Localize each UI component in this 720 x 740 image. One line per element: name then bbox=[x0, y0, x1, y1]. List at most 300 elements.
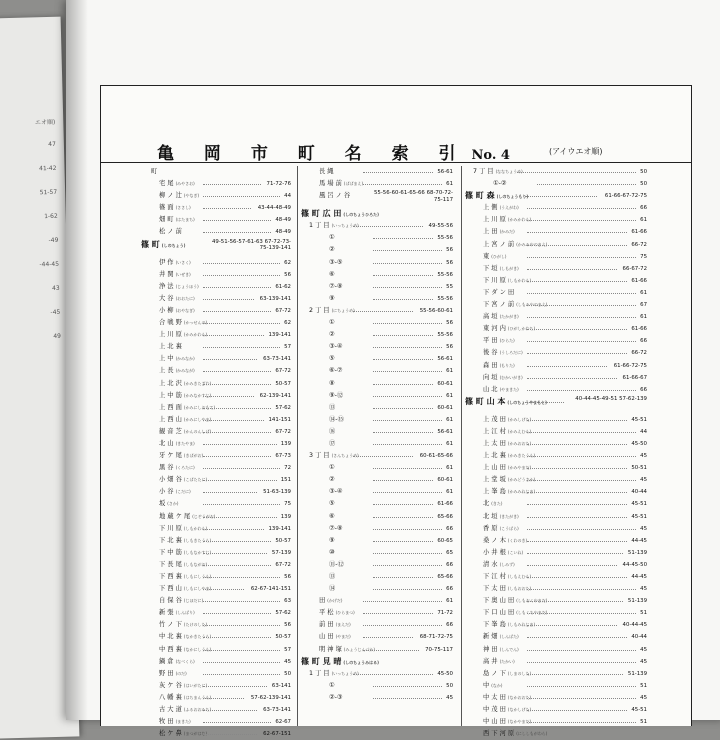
leader-dots bbox=[527, 281, 627, 282]
map-page-numbers: 63-73-141 bbox=[263, 707, 291, 714]
left-page-fragment: -45 bbox=[50, 308, 61, 317]
map-page-numbers: 45 bbox=[640, 477, 647, 484]
place-reading: (かみどうさか) bbox=[507, 477, 536, 483]
index-entry bbox=[141, 571, 291, 583]
place-name: 風 呂 ノ 谷 bbox=[319, 192, 351, 200]
index-entry bbox=[301, 329, 453, 341]
index-entry bbox=[141, 426, 291, 438]
index-entry bbox=[141, 668, 291, 680]
index-entry bbox=[465, 335, 647, 347]
map-page-numbers: 57-62 bbox=[275, 610, 291, 617]
map-page-numbers: 56 bbox=[446, 344, 453, 351]
index-entry bbox=[141, 239, 291, 257]
place-name: 下 江 村 (しもえむら) bbox=[483, 573, 532, 580]
map-page-numbers: 66 bbox=[640, 205, 647, 212]
map-page-numbers: 139-141 bbox=[268, 332, 291, 339]
place-reading: (かみにしおもて) bbox=[183, 404, 216, 410]
map-page-numbers: 45 bbox=[640, 694, 647, 701]
place-name: 牧 田 (まきた) bbox=[159, 718, 191, 726]
title-row bbox=[101, 86, 691, 163]
place-name: 上 川 原 (かみかわら) bbox=[483, 216, 532, 224]
map-page-numbers: 48-49 bbox=[275, 217, 291, 224]
index-entry bbox=[141, 178, 291, 190]
place-reading: (しもみやのまえ) bbox=[516, 302, 548, 308]
leader-dots bbox=[527, 232, 627, 233]
map-page-numbers: 66 bbox=[446, 561, 453, 568]
index-entry bbox=[301, 378, 453, 390]
place-reading: (しもくちやまだ) bbox=[516, 610, 548, 616]
place-reading: (たかい) bbox=[499, 658, 515, 664]
index-entry bbox=[465, 202, 647, 214]
index-entry bbox=[465, 372, 647, 384]
place-name: 篠 町 森 (しのちょうもり) bbox=[465, 191, 529, 201]
map-page-numbers: 139-141 bbox=[268, 525, 291, 532]
place-reading: (かみおおた) bbox=[507, 440, 532, 446]
place-name: 中 北 裏 (なかきたうら) bbox=[159, 633, 212, 641]
left-page-fragment: -49 bbox=[48, 236, 59, 245]
map-page-numbers: 61 bbox=[446, 440, 453, 447]
map-page-numbers: 56 bbox=[446, 259, 453, 266]
place-name: 上 茂 田 (かみしげた) bbox=[483, 415, 532, 423]
index-entry bbox=[465, 728, 647, 740]
index-entry bbox=[141, 511, 291, 523]
place-name: 北 垣 (きたがき) bbox=[483, 512, 519, 520]
index-entry bbox=[301, 402, 453, 414]
map-page-numbers: 51-139 bbox=[627, 670, 647, 677]
leader-dots bbox=[373, 420, 442, 421]
index-entry bbox=[141, 414, 291, 426]
map-page-numbers: 44 bbox=[284, 193, 291, 200]
leader-dots bbox=[373, 371, 442, 372]
leader-dots bbox=[373, 541, 433, 542]
place-reading: (いっちょうめ) bbox=[331, 223, 359, 229]
leader-dots bbox=[527, 353, 627, 354]
place-reading: (しんばり) bbox=[175, 610, 195, 616]
leader-dots bbox=[527, 245, 627, 246]
place-reading: (かみえむら) bbox=[507, 428, 532, 434]
index-entry bbox=[465, 511, 647, 523]
place-name: 馬 場 前 (ばばまえ) bbox=[319, 180, 364, 188]
leader-dots bbox=[527, 650, 636, 651]
leader-dots bbox=[203, 734, 257, 735]
place-name: 鍋 倉 (なべくら) bbox=[159, 657, 195, 665]
map-page-numbers: 139 bbox=[280, 513, 291, 520]
leader-dots bbox=[373, 263, 442, 264]
map-page-numbers: 62-67 bbox=[275, 719, 291, 726]
leader-dots bbox=[373, 444, 442, 445]
map-page-numbers: 61-66-67 bbox=[622, 374, 647, 381]
place-name: ⑨ bbox=[329, 536, 335, 544]
leader-dots bbox=[527, 420, 627, 421]
place-reading: (しもおくやまだ) bbox=[516, 598, 548, 604]
map-page-numbers: 56-61 bbox=[437, 356, 453, 363]
place-name: 1 丁 目 (いっちょうめ) bbox=[309, 222, 359, 230]
map-page-numbers: 45-51 bbox=[631, 416, 647, 423]
leader-dots bbox=[203, 480, 277, 481]
map-page-numbers: 61-66-67-72-75 bbox=[604, 193, 647, 200]
place-name: 下 中 筋 (しもなかすじ) bbox=[159, 548, 212, 556]
map-page-numbers: 55-56-60-61 bbox=[419, 307, 453, 314]
index-entry bbox=[301, 269, 453, 281]
index-entry bbox=[141, 365, 291, 377]
index-entry bbox=[301, 438, 453, 450]
place-reading: (やまきた) bbox=[499, 386, 519, 392]
leader-dots bbox=[527, 686, 636, 687]
place-name: 浄 法 (じょうほう) bbox=[159, 282, 199, 290]
place-name: ⑦-⑧ bbox=[329, 282, 343, 290]
map-page-numbers: 40-44-45-49-51 57-62-139 bbox=[575, 395, 647, 402]
place-name: 下 太 田 (しもおおた) bbox=[483, 585, 532, 593]
leader-dots bbox=[527, 293, 636, 294]
place-name: ⑩ bbox=[329, 548, 335, 556]
place-reading: (にししもがわら) bbox=[516, 731, 548, 737]
map-page-numbers: 63-73-141 bbox=[263, 356, 291, 363]
index-entry bbox=[141, 317, 291, 329]
index-entry bbox=[141, 498, 291, 510]
leader-dots bbox=[527, 710, 627, 711]
leader-dots bbox=[527, 366, 607, 367]
map-page-numbers: 51 bbox=[640, 682, 647, 689]
place-name: 中 茂 田 (なかしげた) bbox=[483, 706, 532, 714]
left-page-fragment: -44-45 bbox=[39, 260, 60, 269]
place-reading: (かみみねじま) bbox=[507, 489, 536, 495]
map-page-numbers: 44-45 bbox=[631, 574, 647, 580]
leader-dots bbox=[517, 172, 636, 173]
index-entry bbox=[141, 716, 291, 728]
place-reading: (きばがお) bbox=[183, 453, 204, 459]
map-page-numbers: 57-62-139-141 bbox=[250, 694, 291, 701]
leader-dots bbox=[203, 492, 257, 493]
place-name: 西 下 河 原 (にししもがわら) bbox=[483, 730, 548, 738]
place-name: 上 田 (かみだ) bbox=[483, 228, 515, 236]
place-name: 桑 ノ 木 (くわのき) bbox=[483, 536, 528, 544]
place-name: ⑯ bbox=[329, 427, 336, 435]
leader-dots bbox=[363, 184, 442, 185]
place-reading: (しもなかすじ) bbox=[183, 549, 212, 555]
place-reading: (こだに) bbox=[175, 489, 191, 495]
leader-dots bbox=[373, 323, 442, 324]
index-entry bbox=[141, 619, 291, 631]
leader-dots bbox=[203, 396, 254, 397]
index-entry bbox=[301, 365, 453, 377]
map-page-numbers: 45-51 bbox=[631, 707, 647, 714]
leader-dots bbox=[203, 287, 271, 288]
index-entry bbox=[465, 704, 647, 716]
leader-dots bbox=[203, 650, 280, 651]
place-name: 新 張 (しんばり) bbox=[159, 609, 195, 617]
leader-dots bbox=[527, 444, 627, 445]
place-reading: (なかきたうら) bbox=[183, 634, 212, 640]
map-page-numbers: 55 bbox=[446, 283, 453, 290]
place-name: 下 川 原 (しもかわら) bbox=[483, 276, 532, 284]
leader-dots bbox=[203, 196, 280, 197]
index-entry bbox=[465, 426, 647, 438]
place-name: 上 川 原 (かみかわら) bbox=[159, 331, 208, 339]
place-name: 山 田 (やまだ) bbox=[319, 633, 351, 641]
left-page-fragment: 49 bbox=[53, 332, 62, 340]
place-name: 柳 ノ 辻 (やなぎ) bbox=[159, 192, 200, 200]
index-entry bbox=[141, 462, 291, 474]
map-page-numbers: 66 bbox=[446, 586, 453, 593]
leader-dots bbox=[203, 359, 257, 360]
index-entry bbox=[465, 190, 647, 202]
leader-dots bbox=[373, 384, 433, 385]
place-name: 下 西 裏 (しもにしうら) bbox=[159, 573, 212, 580]
map-page-numbers: 51 bbox=[640, 719, 647, 726]
map-page-numbers: 45-51 bbox=[631, 501, 647, 508]
index-entry bbox=[141, 353, 291, 365]
leader-dots bbox=[525, 402, 564, 403]
page-title bbox=[157, 139, 510, 164]
place-reading: (くわのき) bbox=[507, 537, 528, 543]
leader-dots bbox=[373, 480, 433, 481]
place-name: 篠 町 山 本 (しのちょうやまもと) bbox=[465, 396, 548, 406]
place-name: ③-④ bbox=[329, 343, 343, 351]
place-name: 上 北 裏 (かみきたうら) bbox=[483, 452, 536, 460]
place-name: 平 松 (ひらまつ) bbox=[319, 609, 355, 617]
place-name: ① bbox=[329, 319, 335, 327]
place-reading: (かみかわら) bbox=[507, 217, 532, 223]
index-entry bbox=[141, 281, 291, 293]
leader-dots bbox=[353, 674, 433, 675]
place-name: 八 幡 裏 (はちまんうら) bbox=[159, 693, 212, 701]
index-entry bbox=[465, 595, 647, 607]
index-entry bbox=[141, 202, 291, 214]
map-page-numbers: 62 bbox=[284, 320, 291, 327]
index-entry bbox=[141, 486, 291, 498]
place-reading: (ななちょうめ) bbox=[495, 169, 523, 174]
place-name: 上 太 田 (かみおおた) bbox=[483, 439, 532, 447]
map-page-numbers: 49-55-56 bbox=[428, 223, 453, 230]
place-name: 灰 ケ 谷 (はいがたに) bbox=[159, 681, 208, 689]
index-entry bbox=[465, 360, 647, 372]
map-page-numbers: 151 bbox=[280, 477, 291, 484]
place-reading: (じほだに) bbox=[183, 598, 204, 604]
index-entry bbox=[465, 178, 647, 190]
map-page-numbers: 51-139 bbox=[627, 598, 647, 605]
index-entry bbox=[301, 220, 453, 232]
map-page-numbers: 63-139-141 bbox=[259, 295, 291, 302]
place-name: 畑 町 (はたまち) bbox=[159, 216, 195, 224]
map-page-numbers: 60-61 bbox=[437, 404, 453, 411]
place-reading: (しもがき) bbox=[499, 265, 519, 271]
map-page-numbers: 60-61 bbox=[437, 477, 453, 484]
leader-dots bbox=[527, 553, 623, 554]
place-name: 合 戦 野 (かっせんの) bbox=[159, 319, 208, 327]
place-reading: (なかしげた) bbox=[507, 707, 532, 713]
place-name: ② bbox=[329, 476, 335, 484]
index-entry bbox=[141, 656, 291, 668]
index-entry bbox=[141, 631, 291, 643]
map-page-numbers: 141-151 bbox=[268, 416, 291, 423]
place-name: ⑬ bbox=[329, 403, 336, 411]
index-entry bbox=[141, 269, 291, 281]
index-entry bbox=[301, 353, 453, 365]
place-name: ① bbox=[329, 234, 335, 242]
index-entry bbox=[141, 728, 291, 740]
left-page-fragment: 41-42 bbox=[39, 164, 57, 173]
leader-dots bbox=[527, 565, 617, 566]
place-reading: (にちょうめ) bbox=[331, 307, 355, 313]
map-page-numbers: 66 bbox=[446, 622, 453, 629]
leader-dots bbox=[203, 468, 280, 469]
place-reading: (ふるおおみち) bbox=[183, 707, 212, 713]
left-page-fragment: 43 bbox=[51, 284, 60, 292]
leader-dots bbox=[527, 601, 623, 602]
leader-dots bbox=[527, 492, 627, 493]
index-entry bbox=[465, 275, 647, 287]
place-name: ⑭-⑮ bbox=[329, 415, 344, 423]
place-reading: (しのちょうもり) bbox=[496, 194, 529, 200]
place-name: 竹 ノ 下 (たけのした) bbox=[159, 621, 208, 629]
map-page-numbers: 55-56 bbox=[437, 332, 453, 339]
place-name: 野 田 (のだ) bbox=[159, 669, 187, 677]
leader-dots bbox=[203, 444, 277, 445]
place-name: 森 田 (もりた) bbox=[483, 361, 515, 369]
leader-dots bbox=[203, 432, 271, 433]
index-entry bbox=[301, 190, 453, 208]
index-entry bbox=[141, 535, 291, 547]
map-page-numbers: 50 bbox=[640, 169, 647, 175]
index-entry bbox=[141, 680, 291, 692]
map-page-numbers: 55-56-60-61-65-66 68-70-72-75-117 bbox=[373, 190, 453, 203]
place-name: ⑨-⑫ bbox=[329, 391, 344, 399]
leader-dots bbox=[373, 359, 433, 360]
map-page-numbers: 40-44 bbox=[631, 634, 647, 641]
place-reading: (うしろだに) bbox=[499, 350, 523, 356]
leader-dots bbox=[203, 311, 271, 312]
place-reading: (なかやまだ) bbox=[507, 719, 532, 725]
place-name: 清 水 (しみず) bbox=[483, 560, 515, 568]
map-page-numbers: 50-57 bbox=[275, 380, 291, 387]
map-page-numbers: 50-57 bbox=[275, 634, 291, 641]
place-name: 香 原 (こうばら) bbox=[483, 524, 519, 532]
place-reading: (おおたに) bbox=[175, 295, 195, 301]
index-entry bbox=[301, 511, 453, 523]
map-page-numbers: 56-61 bbox=[437, 428, 453, 435]
place-name: 中 西 裏 (なかにしうら) bbox=[159, 645, 212, 653]
place-reading: (かみなか) bbox=[175, 356, 195, 362]
index-entry bbox=[465, 474, 647, 486]
leader-dots bbox=[203, 722, 271, 723]
map-page-numbers: 75 bbox=[640, 253, 647, 260]
index-entry bbox=[141, 214, 291, 226]
leader-dots bbox=[527, 378, 617, 379]
map-page-numbers: 70-75-117 bbox=[425, 646, 453, 653]
title-text: 亀 岡 市 町 名 索 引 bbox=[157, 144, 468, 164]
map-page-numbers: 71-72-76 bbox=[266, 181, 291, 188]
leader-dots bbox=[527, 722, 636, 723]
map-page-numbers: 50-51 bbox=[631, 465, 647, 472]
place-reading: (しもかわら) bbox=[183, 525, 208, 531]
place-name: ②-③ bbox=[329, 693, 343, 701]
map-page-numbers: 44 bbox=[640, 428, 647, 435]
index-entry bbox=[465, 226, 647, 238]
place-name: 松 ノ 前 bbox=[159, 228, 182, 236]
index-entry bbox=[301, 631, 453, 643]
leader-dots bbox=[203, 456, 271, 457]
leader-dots bbox=[527, 674, 623, 675]
place-name: ① bbox=[329, 464, 335, 472]
leader-dots bbox=[527, 305, 636, 306]
index-page bbox=[66, 0, 720, 738]
leader-dots bbox=[363, 650, 419, 651]
map-page-numbers: 45 bbox=[284, 658, 291, 665]
place-name: 上 山 田 (かみやまだ) bbox=[483, 464, 532, 472]
place-name: 下 西 山 (しもにしやま) bbox=[159, 585, 212, 593]
place-reading: (はたまち) bbox=[175, 217, 195, 223]
map-page-numbers: 55-56 bbox=[437, 295, 453, 302]
place-reading: (きたやま) bbox=[175, 440, 195, 446]
place-name: 古 大 道 (ふるおおみち) bbox=[159, 706, 212, 714]
leader-dots bbox=[203, 565, 271, 566]
place-reading: (かみなが) bbox=[175, 368, 195, 374]
place-name: 上 長 (かみなが) bbox=[159, 367, 195, 375]
index-entry bbox=[141, 257, 291, 269]
place-reading: (かみだ) bbox=[499, 229, 515, 235]
place-name: 下 口 山 田 (しもくちやまだ) bbox=[483, 609, 548, 617]
map-page-numbers: 62-139-141 bbox=[259, 392, 291, 399]
place-reading: (たかがき) bbox=[499, 314, 519, 320]
index-entry bbox=[301, 426, 453, 438]
leader-dots bbox=[203, 299, 254, 300]
place-name: ⑰ bbox=[329, 439, 336, 447]
leader-dots bbox=[203, 263, 280, 264]
place-name: 北 山 (きたやま) bbox=[159, 439, 195, 447]
index-entry bbox=[465, 498, 647, 510]
leader-dots bbox=[527, 390, 636, 391]
place-reading: (かみにしやま) bbox=[183, 416, 212, 422]
place-name: ③-④ bbox=[329, 488, 343, 496]
index-frame bbox=[100, 85, 692, 738]
index-entry bbox=[301, 486, 453, 498]
place-name: 大 谷 (おおたに) bbox=[159, 294, 195, 302]
place-name: ⑥ bbox=[329, 512, 335, 520]
index-entry bbox=[301, 462, 453, 474]
place-name: ③-⑤ bbox=[329, 258, 343, 266]
place-name: 中 山 田 (なかやまだ) bbox=[483, 718, 532, 726]
map-page-numbers: 40-44 bbox=[631, 489, 647, 496]
map-page-numbers: 61 bbox=[640, 289, 647, 296]
map-page-numbers: 67-72 bbox=[275, 428, 291, 435]
place-reading: (なか) bbox=[491, 682, 503, 688]
index-column-1 bbox=[141, 166, 291, 740]
leader-dots bbox=[527, 480, 636, 481]
leader-dots bbox=[527, 341, 636, 342]
map-page-numbers: 62-67-141-151 bbox=[250, 586, 291, 593]
index-entry bbox=[141, 583, 291, 595]
leader-dots bbox=[537, 184, 636, 185]
map-page-numbers: 60-61-65-66 bbox=[419, 453, 453, 460]
place-reading: (しもかわら) bbox=[507, 277, 532, 283]
map-page-numbers: 56 bbox=[446, 320, 453, 327]
leader-dots bbox=[203, 371, 271, 372]
index-entry bbox=[301, 595, 453, 607]
place-name: 7 丁 目 (ななちょうめ) bbox=[473, 168, 523, 175]
index-entry bbox=[465, 680, 647, 692]
leader-dots bbox=[203, 517, 277, 518]
place-name: 伊 作 (いさく) bbox=[159, 258, 191, 266]
map-page-numbers: 61 bbox=[446, 489, 453, 496]
place-name: 篠 町 見 晴 (しのちょうみはる) bbox=[301, 656, 380, 666]
index-entry bbox=[465, 414, 647, 426]
map-page-numbers: 61 bbox=[446, 416, 453, 423]
place-name: 下 川 原 (しもかわら) bbox=[159, 524, 208, 532]
map-page-numbers: 55-56 bbox=[437, 235, 453, 242]
map-page-numbers: 66 bbox=[446, 525, 453, 532]
place-name: 山 北 (やまきた) bbox=[483, 385, 519, 393]
place-reading: (もりた) bbox=[499, 362, 515, 368]
